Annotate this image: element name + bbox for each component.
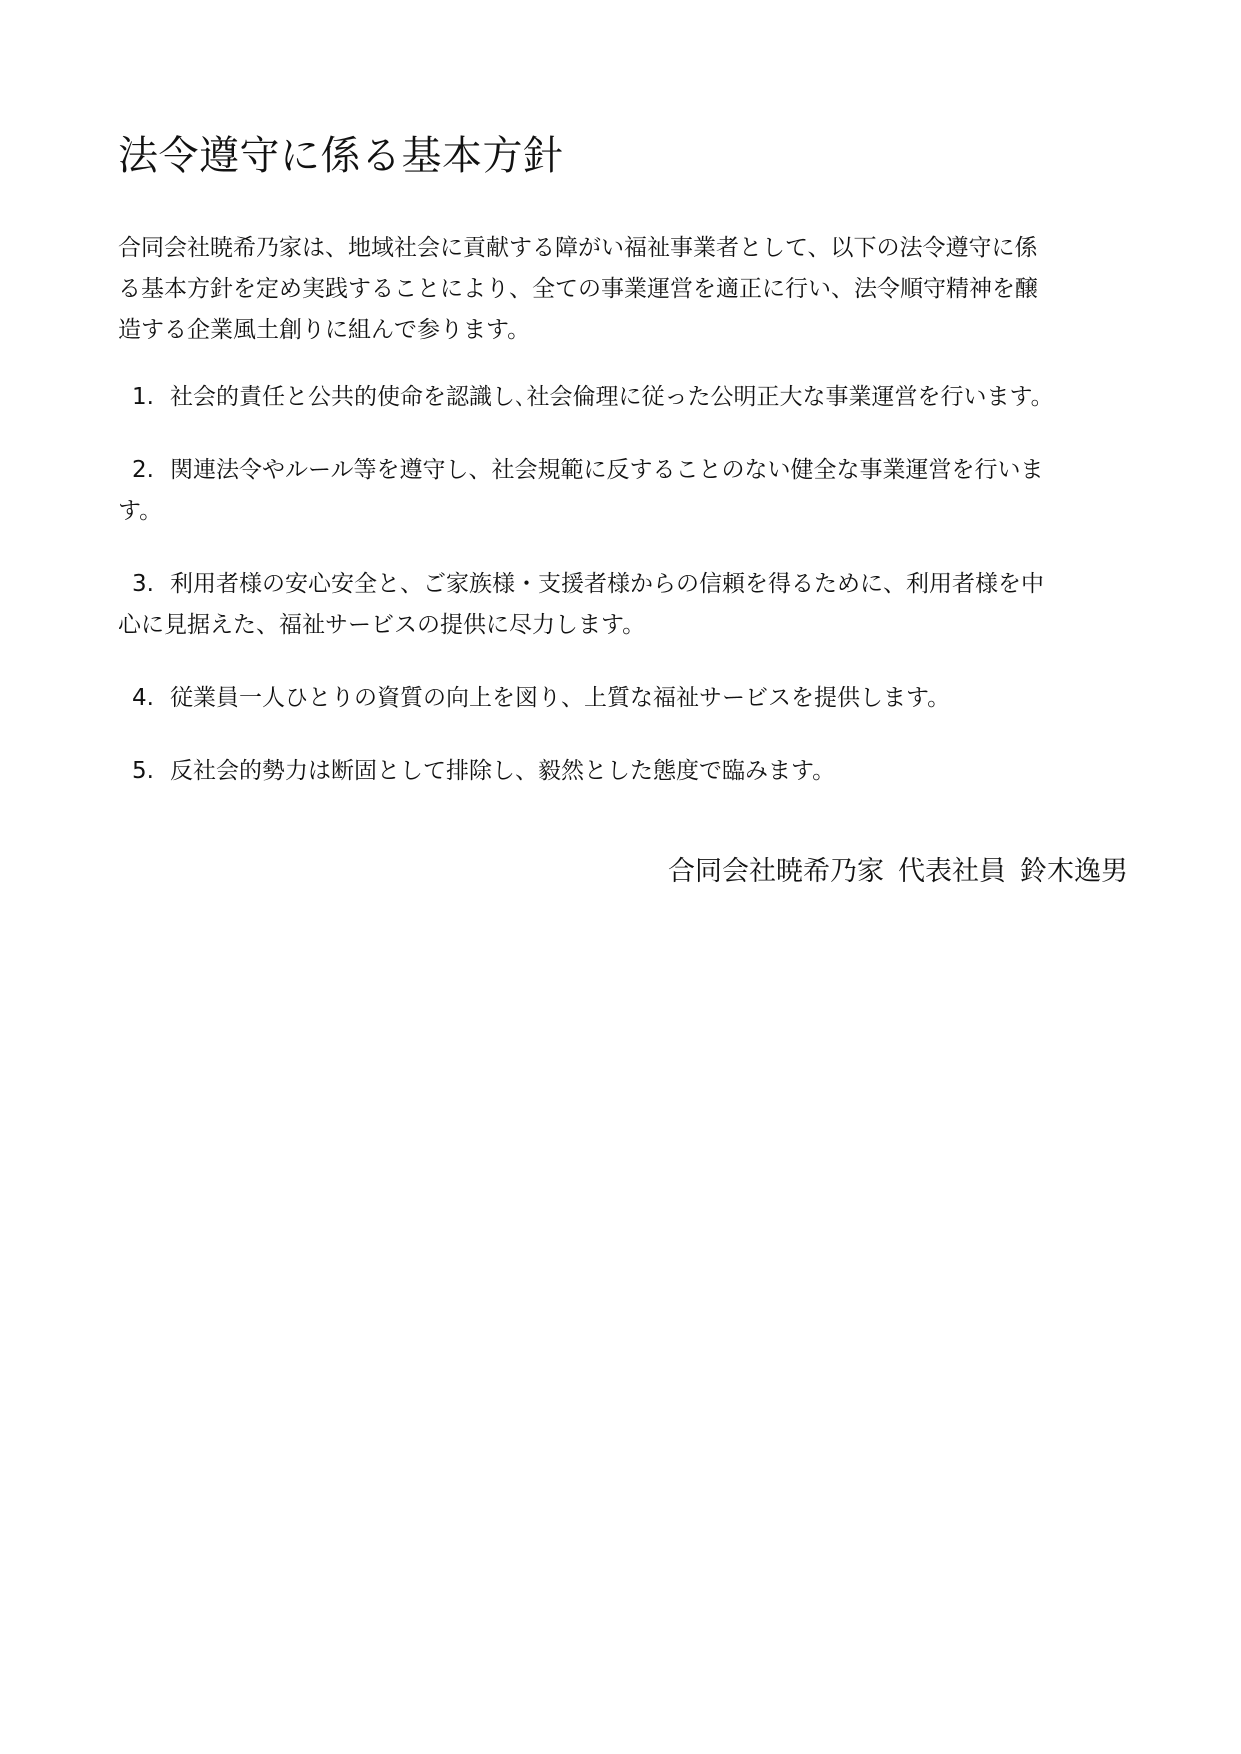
policy-item [118,450,1128,532]
policy-number: 4. [132,685,154,711]
signature-company: 合同会社暁希乃家 [668,856,884,887]
policy-item [118,751,1128,792]
policy-text: 反社会的勢力は断固として排除し、毅然とした態度で臨みます。 [170,758,836,784]
intro-paragraph [118,228,1128,351]
policy-text: 利用者様の安心安全と、ご家族様・支援者様からの信頼を得るために、利用者様を中 [170,571,1044,597]
intro-line: 合同会社暁希乃家は、地域社会に貢献する障がい福祉事業者として、以下の法令遵守に係 [118,235,1038,261]
signature [668,852,1128,892]
policy-line-continued: 心に見据えた、福祉サービスの提供に尽力します。 [118,612,646,638]
policy-number: 1. [132,384,154,410]
policy-item [118,564,1128,646]
policy-line [118,377,1128,418]
intro-line: る基本方針を定め実践することにより、全ての事業運営を適正に行い、法令順守精神を醸 [118,276,1038,302]
signature-position: 代表社員 [898,856,1006,887]
policy-line [118,450,1128,491]
policy-line-continued: す。 [118,498,163,524]
policy-line [118,678,1128,719]
policy-number: 3. [132,571,154,597]
policy-list [118,377,1128,824]
intro-line: 造する企業風土創りに組んで参ります。 [118,317,531,343]
policy-text: 関連法令やルール等を遵守し、社会規範に反することのない健全な事業運営を行いま [170,457,1044,483]
policy-line [118,751,1128,792]
policy-number: 2. [132,457,154,483]
document-title: 法令遵守に係る基本方針 [118,133,564,179]
policy-item [118,377,1128,418]
policy-text: 社会的責任と公共的使命を認識し､社会倫理に従った公明正大な事業運営を行います。 [170,384,1054,410]
policy-text: 従業員一人ひとりの資質の向上を図り、上質な福祉サービスを提供します。 [170,685,951,711]
signature-name: 鈴木逸男 [1020,856,1128,887]
policy-number: 5. [132,758,154,784]
policy-line [118,564,1128,605]
policy-item [118,678,1128,719]
